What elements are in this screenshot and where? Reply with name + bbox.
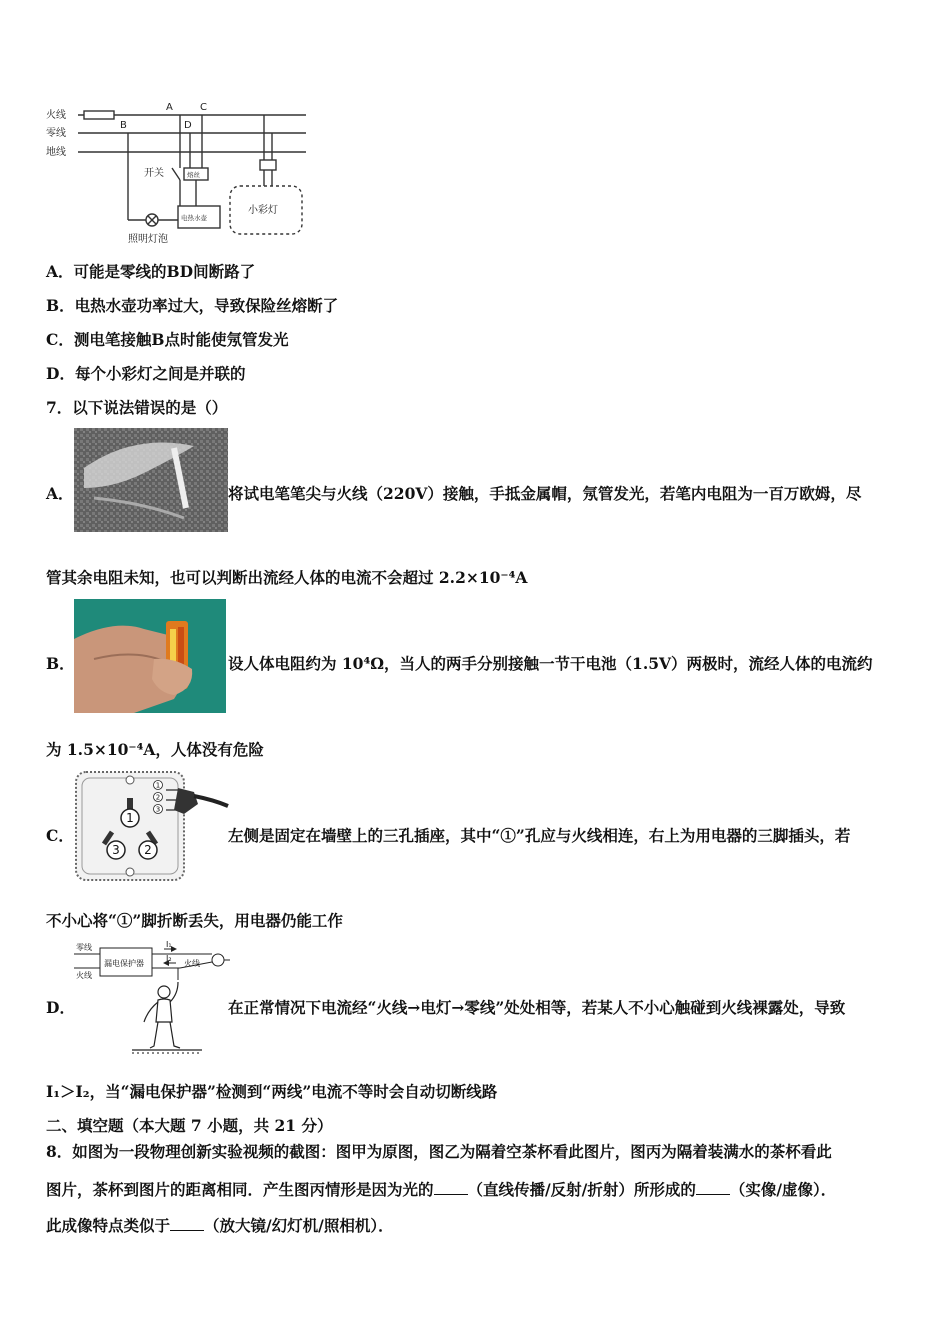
leak-neutral-label: 零线 [76,943,92,952]
q7-option-c-text-2: 不小心将“①”脚折断丢失，用电器仍能工作 [46,911,343,930]
leak-protector-label: 漏电保护器 [104,959,144,968]
q7-option-d-text-2: I₁＞I₂，当“漏电保护器”检测到“两线”电流不等时会自动切断线路 [46,1082,498,1101]
q7-option-d-key: D． [46,998,75,1017]
q7-option-a-text-2: 管其余电阻未知，也可以判断出流经人体的电流不会超过 2.2×10⁻⁴A [46,568,528,587]
q7-option-a-key: A． [46,484,74,503]
q6-option-d: D．每个小彩灯之间是并联的 [46,364,246,383]
three-hole-socket-diagram [74,770,230,884]
q8-line-3: 此成像特点类似于 （放大镜/幻灯机/照相机）． [46,1216,394,1235]
plug-pin-1-label: 1 [155,781,161,790]
lamp-label: 照明灯泡 [128,234,168,245]
current-i2-label: I₂ [166,954,172,963]
socket-hole-2-label: 2 [144,843,152,857]
household-circuit-diagram [44,98,314,248]
plug-pin-3-label: 3 [155,805,161,814]
q8-blank-3[interactable] [170,1216,204,1231]
point-a-label: A [166,102,173,113]
q7-option-a-text-1: 将试电笔笔尖与火线（220V）接触，手抵金属帽，氖管发光，若笔内电阻为一百万欧姆，尽 [228,484,862,503]
test-pen-photo [74,428,228,532]
q7-option-c-text-1: 左侧是固定在墙壁上的三孔插座，其中“①”孔应与火线相连，右上为用电器的三脚插头，若 [228,826,851,845]
q8-line-2: 图片，茶杯到图片的距离相同．产生图丙情形是因为光的 （直线传播/反射/折射）所形成的 （实像/虚像）． [46,1180,837,1199]
q7-option-b-text-2: 为 1.5×10⁻⁴A，人体没有危险 [46,740,264,759]
q6-option-a: A．可能是零线的BD间断路了 [46,262,256,281]
point-c-label: C [200,102,207,113]
fuse-label: 熔丝 [187,171,200,179]
leakage-protector-diagram [72,940,232,1058]
q8-blank-1[interactable] [434,1180,468,1195]
section-2-heading: 二、填空题（本大题 7 小题，共 21 分） [46,1116,333,1135]
q8-line-1: 8．如图为一段物理创新实验视频的截图：图甲为原图，图乙为隔着空茶杯看此图片，图丙为隔着装满水的茶杯看此 [46,1142,832,1161]
q8-blank-2[interactable] [696,1180,730,1195]
neutral-wire-label: 零线 [46,128,66,139]
q6-option-b: B．电热水壶功率过大，导致保险丝熔断了 [46,296,339,315]
live-wire-label: 火线 [46,110,66,121]
q7-option-d-text-1: 在正常情况下电流经“火线→电灯→零线”处处相等，若某人不小心触碰到火线裸露处，导致 [228,998,846,1017]
ground-wire-label: 地线 [46,147,66,158]
string-lights-label: 小彩灯 [248,205,278,216]
q7-option-c-key: C． [46,826,74,845]
socket-hole-3-label: 3 [112,843,120,857]
socket-hole-1-label: 1 [126,811,134,825]
leak-live-label: 火线 [76,971,92,980]
point-b-label: B [120,120,127,131]
battery-hand-photo [74,599,226,713]
q6-option-c: C．测电笔接触B点时能使氖管发光 [46,330,289,349]
plug-pin-2-label: 2 [155,793,161,802]
point-d-label: D [184,120,192,131]
q7-option-b-key: B． [46,654,75,673]
switch-label: 开关 [144,168,164,179]
q7-stem: 7．以下说法错误的是（） [46,398,228,417]
q7-option-b-text-1: 设人体电阻约为 10⁴Ω，当人的两手分别接触一节干电池（1.5V）两极时，流经人体的电流约 [228,654,873,673]
current-i1-label: I₁ [166,940,172,949]
leak-live2-label: 火线 [184,959,200,968]
kettle-label: 电热水壶 [181,214,207,222]
